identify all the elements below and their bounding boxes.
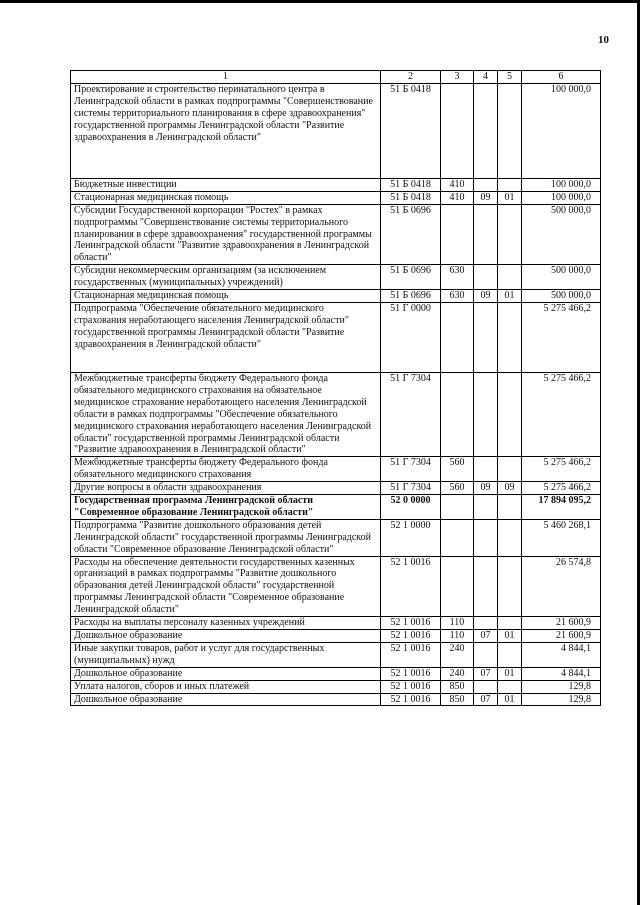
row-name: Дошкольное образование: [71, 693, 381, 706]
row-rz: [474, 556, 498, 617]
row-sum: 17 894 095,2: [522, 495, 601, 520]
row-pr: 01: [498, 630, 522, 643]
row-pr: 01: [498, 191, 522, 204]
row-vr: 240: [441, 667, 474, 680]
row-vr: 110: [441, 617, 474, 630]
row-vr: 240: [441, 642, 474, 667]
row-name: Стационарная медицинская помощь: [71, 290, 381, 303]
table-row: [71, 290, 601, 303]
row-vr: [441, 372, 474, 456]
header-cell-name: 1: [71, 71, 381, 84]
table-row: [71, 680, 601, 693]
row-vr: 410: [441, 178, 474, 191]
table-row: [71, 667, 601, 680]
row-sum: 21 600,9: [522, 617, 601, 630]
row-vr: 410: [441, 191, 474, 204]
row-code: 52 0 0000: [381, 495, 441, 520]
header-cell-rz: 4: [474, 71, 498, 84]
header-cell-vr: 3: [441, 71, 474, 84]
row-pr: [498, 680, 522, 693]
row-name: Межбюджетные трансферты бюджету Федерального фонда обязательного медицинского страхования на обязательное медицинское страхование неработающего населения Ленинградской области в рамках подпрограммы "Обеспечение обязательного медицинского страхования неработающего населения Ленинградской области" государственной программы Ленинградской области "Развитие здравоохранения в Ленинградской области": [71, 372, 381, 456]
row-code: 51 Г 0000: [381, 302, 441, 372]
row-pr: 01: [498, 290, 522, 303]
row-code: 51 Б 0696: [381, 204, 441, 265]
row-name: Субсидии Государственной корпорации "Ростех" в рамках подпрограммы "Совершенствование системы территориального планирования в сфере здравоохранения" государственной программы Ленинградской области "Развитие здравоохранения в Ленинградской области": [71, 204, 381, 265]
row-vr: 850: [441, 693, 474, 706]
row-code: 52 1 0016: [381, 617, 441, 630]
row-sum: 100 000,0: [522, 178, 601, 191]
row-name: Проектирование и строительство перинатального центра в Ленинградской области в рамках подпрограммы "Совершенствование системы территориального планирования в сфере здравоохранения" государственной программы Ленинградской области "Развитие здравоохранения в Ленинградской области": [71, 83, 381, 178]
row-pr: 01: [498, 693, 522, 706]
row-code: 52 1 0016: [381, 642, 441, 667]
row-name: Подпрограмма "Обеспечение обязательного медицинского страхования неработающего населения Ленинградской области" государственной программы Ленинградской области "Развитие здравоохранения в Ленинградской области": [71, 302, 381, 372]
row-code: 52 1 0016: [381, 556, 441, 617]
row-rz: [474, 457, 498, 482]
row-rz: [474, 495, 498, 520]
row-name: Расходы на обеспечение деятельности государственных казенных организаций в рамках подпрограммы "Развитие дошкольного образования детей Ленинградской области" государственной программы Ленинградской области "Современное образование Ленинградской области": [71, 556, 381, 617]
row-pr: [498, 556, 522, 617]
row-name: Межбюджетные трансферты бюджету Федерального фонда обязательного медицинского страхования: [71, 457, 381, 482]
row-rz: 09: [474, 482, 498, 495]
row-name: Иные закупки товаров, работ и услуг для государственных (муниципальных) нужд: [71, 642, 381, 667]
row-code: 51 Б 0418: [381, 83, 441, 178]
row-sum: 26 574,8: [522, 556, 601, 617]
row-name: Дошкольное образование: [71, 667, 381, 680]
table-row: [71, 693, 601, 706]
row-pr: [498, 204, 522, 265]
row-code: 52 1 0016: [381, 667, 441, 680]
row-name: Бюджетные инвестиции: [71, 178, 381, 191]
row-sum: 5 275 466,2: [522, 457, 601, 482]
row-code: 52 1 0000: [381, 519, 441, 556]
row-pr: 01: [498, 667, 522, 680]
row-sum: 100 000,0: [522, 83, 601, 178]
row-pr: [498, 83, 522, 178]
row-name: Стационарная медицинская помощь: [71, 191, 381, 204]
table-row: [71, 642, 601, 667]
row-rz: 07: [474, 630, 498, 643]
row-vr: [441, 83, 474, 178]
row-rz: [474, 178, 498, 191]
row-name: Уплата налогов, сборов и иных платежей: [71, 680, 381, 693]
row-sum: 4 844,1: [522, 642, 601, 667]
row-pr: [498, 519, 522, 556]
row-vr: 630: [441, 265, 474, 290]
row-vr: 630: [441, 290, 474, 303]
table-row: [71, 630, 601, 643]
table-row: [71, 556, 601, 617]
row-vr: 560: [441, 482, 474, 495]
row-rz: 09: [474, 191, 498, 204]
table-row: [71, 204, 601, 265]
row-sum: 129,8: [522, 693, 601, 706]
row-name: Подпрограмма "Развитие дошкольного образования детей Ленинградской области" государственной программы Ленинградской области "Современное образование Ленинградской области": [71, 519, 381, 556]
row-pr: [498, 642, 522, 667]
table-row: [71, 457, 601, 482]
row-name: Субсидии некоммерческим организациям (за исключением государственных (муниципальных) учреждений): [71, 265, 381, 290]
row-pr: 09: [498, 482, 522, 495]
row-name: Дошкольное образование: [71, 630, 381, 643]
table-row: [71, 265, 601, 290]
table-row: [71, 302, 601, 372]
row-vr: [441, 556, 474, 617]
table-row: [71, 178, 601, 191]
row-vr: [441, 519, 474, 556]
row-rz: [474, 204, 498, 265]
row-rz: [474, 680, 498, 693]
header-row: [71, 71, 601, 84]
row-pr: [498, 302, 522, 372]
table-row-program: [71, 495, 601, 520]
row-code: 51 Г 7304: [381, 457, 441, 482]
header-cell-pr: 5: [498, 71, 522, 84]
header-cell-code: 2: [381, 71, 441, 84]
row-pr: [498, 178, 522, 191]
table-row: [71, 519, 601, 556]
table-row: [71, 482, 601, 495]
row-pr: [498, 372, 522, 456]
row-code: 51 Б 0696: [381, 265, 441, 290]
row-pr: [498, 617, 522, 630]
row-name: Государственная программа Ленинградской области "Современное образование Ленинградской области": [71, 495, 381, 520]
row-vr: 850: [441, 680, 474, 693]
row-rz: 09: [474, 290, 498, 303]
budget-table: [70, 70, 601, 706]
row-code: 51 Г 7304: [381, 372, 441, 456]
row-vr: [441, 302, 474, 372]
row-code: 52 1 0016: [381, 630, 441, 643]
row-code: 51 Б 0418: [381, 191, 441, 204]
row-rz: [474, 372, 498, 456]
row-sum: 5 460 268,1: [522, 519, 601, 556]
header-cell-sum: 6: [522, 71, 601, 84]
row-rz: 07: [474, 667, 498, 680]
row-code: 51 Б 0696: [381, 290, 441, 303]
row-vr: [441, 495, 474, 520]
row-rz: [474, 265, 498, 290]
row-vr: [441, 204, 474, 265]
table-row: [71, 372, 601, 456]
row-rz: 07: [474, 693, 498, 706]
row-rz: [474, 83, 498, 178]
row-sum: 500 000,0: [522, 265, 601, 290]
row-rz: [474, 617, 498, 630]
row-code: 52 1 0016: [381, 693, 441, 706]
row-vr: 560: [441, 457, 474, 482]
row-pr: [498, 265, 522, 290]
row-sum: 5 275 466,2: [522, 482, 601, 495]
table-row: [71, 83, 601, 178]
row-sum: 5 275 466,2: [522, 302, 601, 372]
row-sum: 100 000,0: [522, 191, 601, 204]
row-rz: [474, 642, 498, 667]
row-sum: 500 000,0: [522, 290, 601, 303]
row-vr: 110: [441, 630, 474, 643]
row-sum: 4 844,1: [522, 667, 601, 680]
row-sum: 500 000,0: [522, 204, 601, 265]
table-row: [71, 617, 601, 630]
row-code: 51 Г 7304: [381, 482, 441, 495]
row-rz: [474, 519, 498, 556]
row-sum: 129,8: [522, 680, 601, 693]
page-number: 10: [598, 34, 609, 46]
row-pr: [498, 495, 522, 520]
row-pr: [498, 457, 522, 482]
scan-edge-top: [0, 0, 640, 3]
row-rz: [474, 302, 498, 372]
row-sum: 5 275 466,2: [522, 372, 601, 456]
row-code: 51 Б 0418: [381, 178, 441, 191]
table-row: [71, 191, 601, 204]
row-code: 52 1 0016: [381, 680, 441, 693]
row-name: Расходы на выплаты персоналу казенных учреждений: [71, 617, 381, 630]
row-sum: 21 600,9: [522, 630, 601, 643]
row-name: Другие вопросы в области здравоохранения: [71, 482, 381, 495]
